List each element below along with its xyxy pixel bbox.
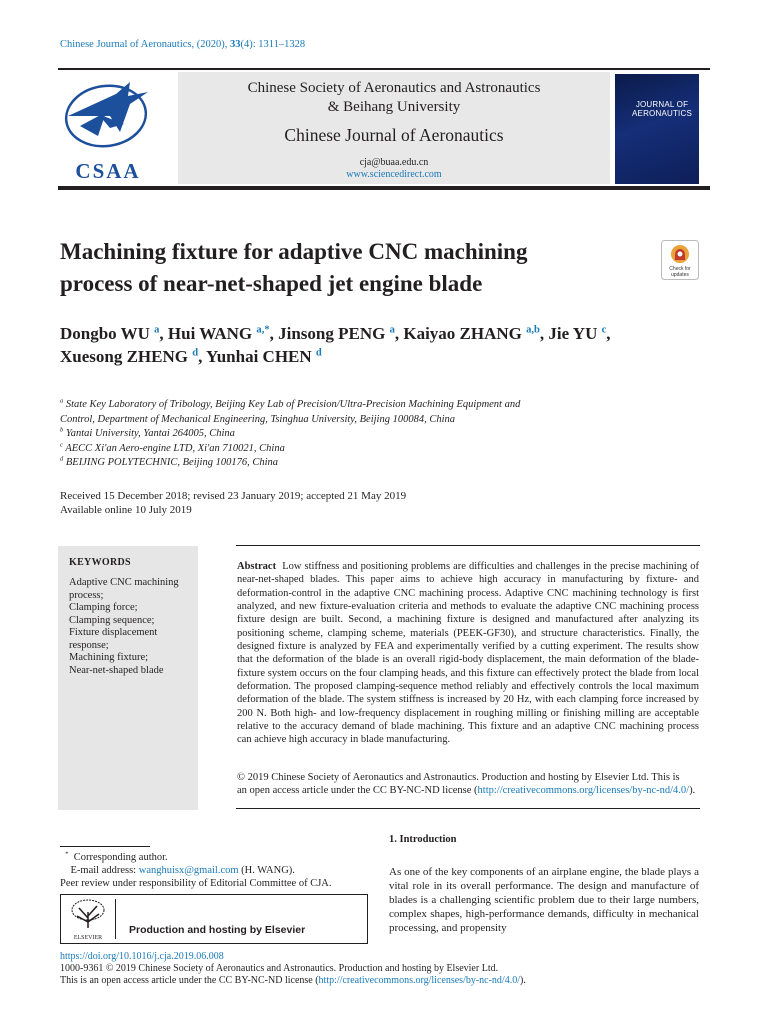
keyword-item: Near-net-shaped blade (69, 664, 164, 676)
email-label: E-mail address: (70, 865, 139, 876)
affiliation-mark: b (60, 426, 64, 434)
csaa-logo-text: CSAA (75, 159, 141, 183)
bottom-license-close: ). (519, 975, 526, 986)
introduction-heading: 1. Introduction (389, 834, 457, 845)
journal-cover-image (615, 74, 699, 184)
keyword-item: Fixture displacement response; (69, 627, 158, 651)
affiliation-mark: c (60, 441, 63, 448)
author-affiliation-mark[interactable]: d (315, 347, 322, 359)
citation-pages: (4): 1311–1328 (240, 39, 306, 50)
email-note (60, 864, 380, 877)
header-top-rule (58, 68, 710, 70)
keyword-item: Machining fixture; (69, 652, 149, 663)
author-affiliation-mark[interactable]: a,* (256, 324, 270, 336)
affiliation-item: $^a$ State Key Laboratory of Tribology, Beijing Key Lab of Precision/Ultra-Precision Machining Equipment and (60, 397, 521, 410)
abstract (237, 560, 699, 747)
journal-name: Chinese Journal of Aeronautics (284, 125, 504, 145)
author-line-1: Dongbo WU $^a$, Hui WANG $^{a,*}$, Jinsong PENG $^a$, Kaiyao ZHANG $^{a,b}$, Jie YU $^c$, (60, 324, 611, 343)
bottom-license-link[interactable]: http://creativecommons.org/licenses/by-nc-nd/4.0/ (318, 975, 520, 986)
email-owner: (H. WANG). (238, 865, 295, 876)
journal-website-link[interactable]: www.sciencedirect.com (346, 169, 442, 180)
journal-citation (60, 39, 305, 50)
received-dates: Received 15 December 2018; revised 23 January 2019; accepted 21 May 2019 (60, 490, 407, 502)
elsevier-separator (115, 899, 116, 939)
keyword-item: Clamping sequence; (69, 614, 155, 626)
elsevier-hosting-text: Production and hosting by Elsevier (129, 924, 306, 936)
journal-email: cja@buaa.edu.cn (359, 157, 429, 168)
affiliation-item: $^c$ AECC Xi'an Aero-engine LTD, Xi'an 710021, China (60, 441, 285, 454)
affiliation-item: $^b$ Yantai University, Yantai 264005, China (60, 426, 235, 439)
journal-header (178, 72, 610, 184)
check-for-updates-badge[interactable] (661, 240, 699, 280)
affiliations (60, 398, 680, 471)
copyright-license-text: an open access article under the CC BY-NC-ND license ( (237, 785, 478, 797)
author-affiliation-mark[interactable]: a (389, 324, 395, 336)
issn-copyright: 1000-9361 © 2019 Chinese Society of Aeronautics and Astronautics. Production and hosting by Elsevier Ltd. (60, 963, 499, 974)
author-email-link[interactable]: wanghuisx@gmail.com (138, 865, 239, 876)
paper-title (60, 236, 620, 300)
abstract-copyright (237, 771, 699, 798)
affiliation-item-continued: Control, Department of Mechanical Engineering, Tsinghua University, Beijing 100084, China (60, 413, 455, 425)
bottom-license (60, 975, 700, 987)
keywords-box (58, 546, 198, 810)
corresponding-author-note: * Corresponding author. (65, 850, 168, 863)
citation-volume: 33 (230, 39, 241, 50)
author-name: Hui WANG (167, 324, 257, 343)
author-affiliation-mark[interactable]: d (192, 347, 199, 359)
author-name: Kaiyao ZHANG (403, 324, 527, 343)
author-affiliation-mark[interactable]: a (154, 324, 160, 336)
copyright-line-1: © 2019 Chinese Society of Aeronautics and Astronautics. Production and hosting by Elsevier Ltd. This is (237, 772, 680, 783)
keywords-list (69, 577, 193, 677)
author-name: Jie YU (548, 324, 602, 343)
header-bottom-rule (58, 186, 710, 190)
keyword-item: Clamping force; (69, 602, 138, 613)
affiliation-item: $^d$ BEIJING POLYTECHNIC, Beijing 100176, China (60, 455, 278, 468)
article-dates (60, 489, 680, 517)
abstract-top-rule (236, 545, 700, 546)
available-online-date: Available online 10 July 2019 (60, 504, 192, 516)
check-updates-label: Check for updates (669, 266, 691, 278)
affiliation-mark: d (60, 455, 64, 463)
abstract-label: Abstract (237, 561, 277, 572)
bottom-matter (60, 951, 700, 987)
copyright-line-2 (237, 784, 699, 797)
license-link[interactable]: http://creativecommons.org/licenses/by-nc-nd/4.0/ (477, 785, 690, 797)
introduction-text: As one of the key components of an airplane engine, the blade plays a vital role in its overall performance. The design and manufacture of blades is a challenging scientific problem due to their large numbers, complex shapes, high-performance demands, difficulty in mechanical processing, and propensity (389, 866, 699, 934)
elsevier-logo-text: ELSEVIER (73, 935, 103, 941)
cover-title: JOURNAL OF AERONAUTICS (632, 100, 692, 118)
author-list (60, 322, 700, 368)
title-line-1: Machining fixture for adaptive CNC machining (60, 239, 528, 264)
footnotes (60, 851, 380, 890)
bottom-license-text: This is an open access article under the CC BY-NC-ND license ( (60, 975, 319, 986)
author-name: Dongbo WU (60, 324, 155, 343)
footnote-rule (60, 846, 150, 847)
abstract-text: Low stiffness and positioning problems are difficulties and challenges in the precise machining of near-net-shaped blades. This paper aims to achieve high accuracy in manufacturing by fixture- and deformation-control in the adaptive CNC machining process. Adaptive CNC machining technology is first analyzed, and new fixture-evaluation criteria and methods to evaluate the adaptive CNC machining process fixture design are built. Second, a machining fixture is designed and manufactured after analyzing its positioning scheme, clamping scheme, materials (PEEK-GF30), and structure characteristics. Finally, the designed fixture is analyzed by FEA and experimentally verified by a cutting experiment. The results show that the deformation of the blade is an overall rigid-body displacement, the main deformation of the blade-fixture system occurs on the four clamping heads, and this fixture can effectively protect the blade from local deformation. The proposed clamping-sequence method reliably and effectively controls the local maximum deformation of the blade. The system stiffness is increased by 20 Hz, with each clamping force increased by 200 N. Both high- and low-frequency displacement in roughing milling or finishing milling are acceptable relative to the accuracy demand of blade machining. This fixture and an adaptive CNC machining process can achieve high accuracy in blade manufacturing. (237, 561, 700, 746)
society-name-line2: & Beihang University (327, 99, 461, 115)
corresponding-label: Corresponding author. (73, 852, 168, 863)
csaa-logo (58, 74, 158, 184)
society-name-line1: Chinese Society of Aeronautics and Astronautics (247, 80, 541, 96)
elsevier-banner (60, 894, 368, 944)
peer-review-note: Peer review under responsibility of Editorial Committee of CJA. (60, 878, 332, 889)
affiliation-mark: a (60, 397, 64, 405)
author-line-2: Xuesong ZHENG $^d$, Yunhai CHEN $^d$ (60, 347, 322, 366)
copyright-close: ). (689, 785, 696, 797)
citation-journal: Chinese Journal of Aeronautics, (2020), (60, 39, 231, 50)
keywords-heading: KEYWORDS (69, 557, 131, 568)
doi-link[interactable]: https://doi.org/10.1016/j.cja.2019.06.008 (60, 951, 224, 962)
author-affiliation-mark[interactable]: a,b (526, 324, 540, 336)
author-affiliation-mark[interactable]: c (601, 324, 607, 336)
title-line-2: process of near-net-shaped jet engine blade (60, 271, 483, 296)
abstract-bottom-rule (236, 808, 700, 809)
author-name: Yunhai CHEN (205, 347, 316, 366)
author-name: Jinsong PENG (278, 324, 390, 343)
keyword-item: Adaptive CNC machining process; (69, 577, 179, 601)
author-name: Xuesong ZHENG (60, 347, 193, 366)
elsevier-tree-logo (65, 898, 111, 942)
